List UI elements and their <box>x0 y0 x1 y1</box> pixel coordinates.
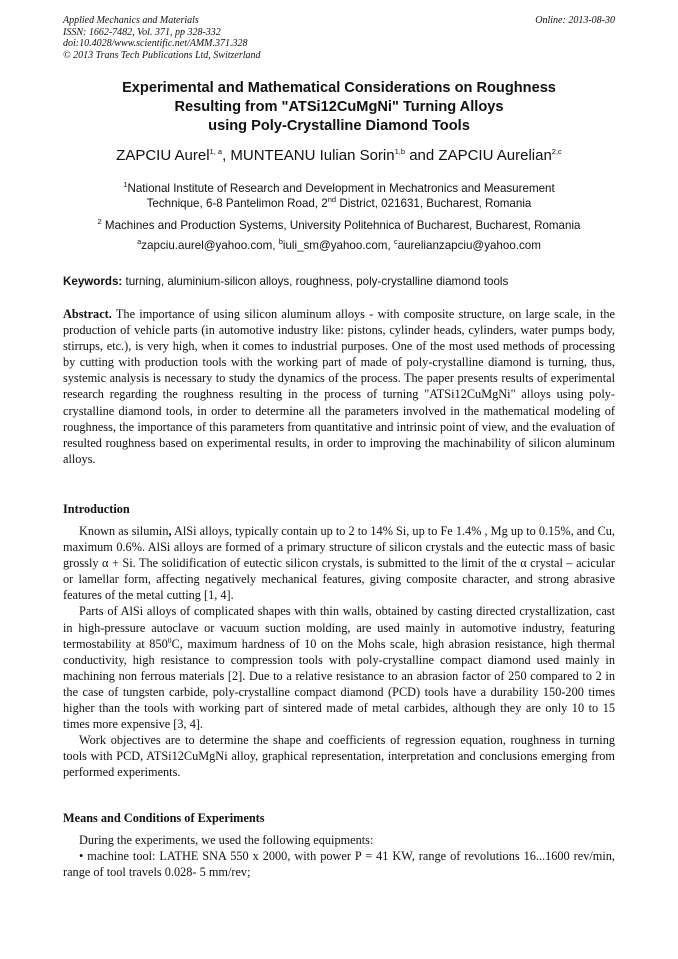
author-affil-mark: 2,c <box>551 147 562 156</box>
paragraph: During the experiments, we used the following equipments: <box>79 833 374 847</box>
affil-text: National Institute of Research and Development in Mechatronics and Measurement <box>127 182 555 195</box>
introduction-body <box>63 523 615 781</box>
keywords <box>63 274 615 289</box>
journal-issn: ISSN: 1662-7482, Vol. 371, pp 328-332 <box>63 26 221 38</box>
abstract-text: The importance of using silicon aluminum alloys - with composite structure, on large scale, in the production of vehicle parts (in automotive industry like: pistons, cylinder heads, cylinders, water pumps body, stirrups, etc.), is very high, when it comes to industrial purposes. One of the most used methods of processing by cutting with production tools with the working part of made of poly-crystalline diamond is turning, thus, systemic analysis is necessary to study the dynamics of the process. The paper presents results of experimental research regarding the roughness resulting in the process of turning "ATSi12CuMgNi" alloys using poly-crystalline diamond tools, in order to determine all the parameters involved in the mathematical modeling of roughness, the importance of this parameters from quantitative and intrinsic point of view, and the evaluation of resulted roughness based on experimental results, in order to improving the machinability of silicon aluminum alloys. <box>63 307 615 466</box>
bullet-text: machine tool: LATHE SNA 550 x 2000, with power P = 41 KW, range of revolutions 16...1600 rev/min, range of tool travels 0.028- 5 mm/rev; <box>63 849 615 880</box>
author-name: , MUNTEANU Iulian Sorin <box>222 147 395 164</box>
email-address: iuli_sm@yahoo.com, <box>282 239 394 252</box>
paragraph: Work objectives are to determine the shape and coefficients of regression equation, roughness in turning tools with PCD, ATSi12CuMgNi alloy, graphical representation, interpretation and conclusions emerging from performed experiments. <box>63 733 615 780</box>
author-name: ZAPCIU Aurel <box>116 147 210 164</box>
author-list <box>63 146 615 166</box>
paragraph <box>63 523 615 603</box>
bullet-icon: • <box>79 849 84 864</box>
ordinal-suffix: nd <box>327 195 337 205</box>
author-name: and ZAPCIU Aurelian <box>405 147 552 164</box>
keywords-text: turning, aluminium-silicon alloys, roughness, poly-crystalline diamond tools <box>122 275 509 288</box>
affil-mark: 2 <box>97 217 102 227</box>
email-mark: c <box>393 237 398 247</box>
section-heading-means: Means and Conditions of Experiments <box>63 811 265 825</box>
title-line: using Poly-Crystalline Diamond Tools <box>208 118 470 134</box>
email-address: aurelianzapciu@yahoo.com <box>397 239 541 252</box>
paragraph-text: Parts of AlSi alloys of complicated shapes with thin walls, obtained by casting directed crystallization, cast in high-pressure autoclave or vacuum suction molding, are used mainly in automotive industry, featuring termostability at 850 <box>63 604 615 651</box>
section-heading-introduction: Introduction <box>63 502 130 516</box>
affil-text: Machines and Production Systems, University Politehnica of Bucharest, Bucharest, Romania <box>101 219 581 232</box>
abstract <box>63 306 615 467</box>
abstract-label: Abstract. <box>63 307 112 321</box>
email-address: zapciu.aurel@yahoo.com, <box>141 239 279 252</box>
paragraph-text: C, maximum hardness of 10 on the Mohs scale, high abrasion resistance, high thermal conductivity, high resistance to compression tools with poly-crystalline compact diamond used mainly in machining non ferrous materials [2]. Due to a relative resistance to an abrasion factor of 250 compared to 2 in the case of tungsten carbide, poly-crystalline compact diamond (PCD) tools have a durability 150-200 times higher than the tools with working part of sintered made of metal carbides, although they are only 10 to 15 times more expensive [3, 4]. <box>63 636 615 732</box>
affil-mark: 1 <box>123 180 128 190</box>
degree-mark: 0 <box>167 635 172 645</box>
journal-header <box>63 15 615 61</box>
author-emails <box>63 238 615 253</box>
paragraph-text: AlSi alloys, typically contain up to 2 to 14% Si, up to Fe 1.4% , Mg up to 0.15%, and Cu, maximum 0.6%. AlSi alloys are formed of a primary structure of silicon crystals and the eutectic mass of basic grossly α + Si. The solidification of eutectic silicon crystals, is submitted to the limit of the α crystal – acicular or lamellar form, affecting negatively mechanical features, giving composite character, and strong abrasive features of the metal cutting [1, 4]. <box>63 524 616 603</box>
journal-name: Applied Mechanics and Materials <box>63 15 199 26</box>
journal-copyright: © 2013 Trans Tech Publications Ltd, Switzerland <box>63 49 261 61</box>
journal-doi: doi:10.4028/www.scientific.net/AMM.371.328 <box>63 38 248 49</box>
affiliation-2 <box>63 218 615 233</box>
keywords-label: Keywords: <box>63 275 123 288</box>
paper-title <box>63 79 615 136</box>
bullet-item <box>63 848 615 880</box>
title-line: Experimental and Mathematical Considerations on Roughness <box>122 80 556 96</box>
affiliation-1 <box>63 181 615 211</box>
paragraph-text: Known as silumin <box>79 524 169 538</box>
affil-text: Technique, 6-8 Pantelimon Road, 2 <box>146 197 328 210</box>
paragraph <box>63 603 615 732</box>
affil-text: District, 021631, Bucharest, Romania <box>336 197 532 210</box>
title-line: Resulting from "ATSi12CuMgNi" Turning Alloys <box>174 99 504 115</box>
author-affil-mark: 1, a <box>209 147 223 156</box>
means-body <box>63 832 615 880</box>
online-date: Online: 2013-08-30 <box>535 15 615 26</box>
author-affil-mark: 1,b <box>394 147 406 156</box>
paragraph-text: , <box>168 524 172 538</box>
email-mark: a <box>137 237 142 247</box>
email-mark: b <box>278 237 283 247</box>
